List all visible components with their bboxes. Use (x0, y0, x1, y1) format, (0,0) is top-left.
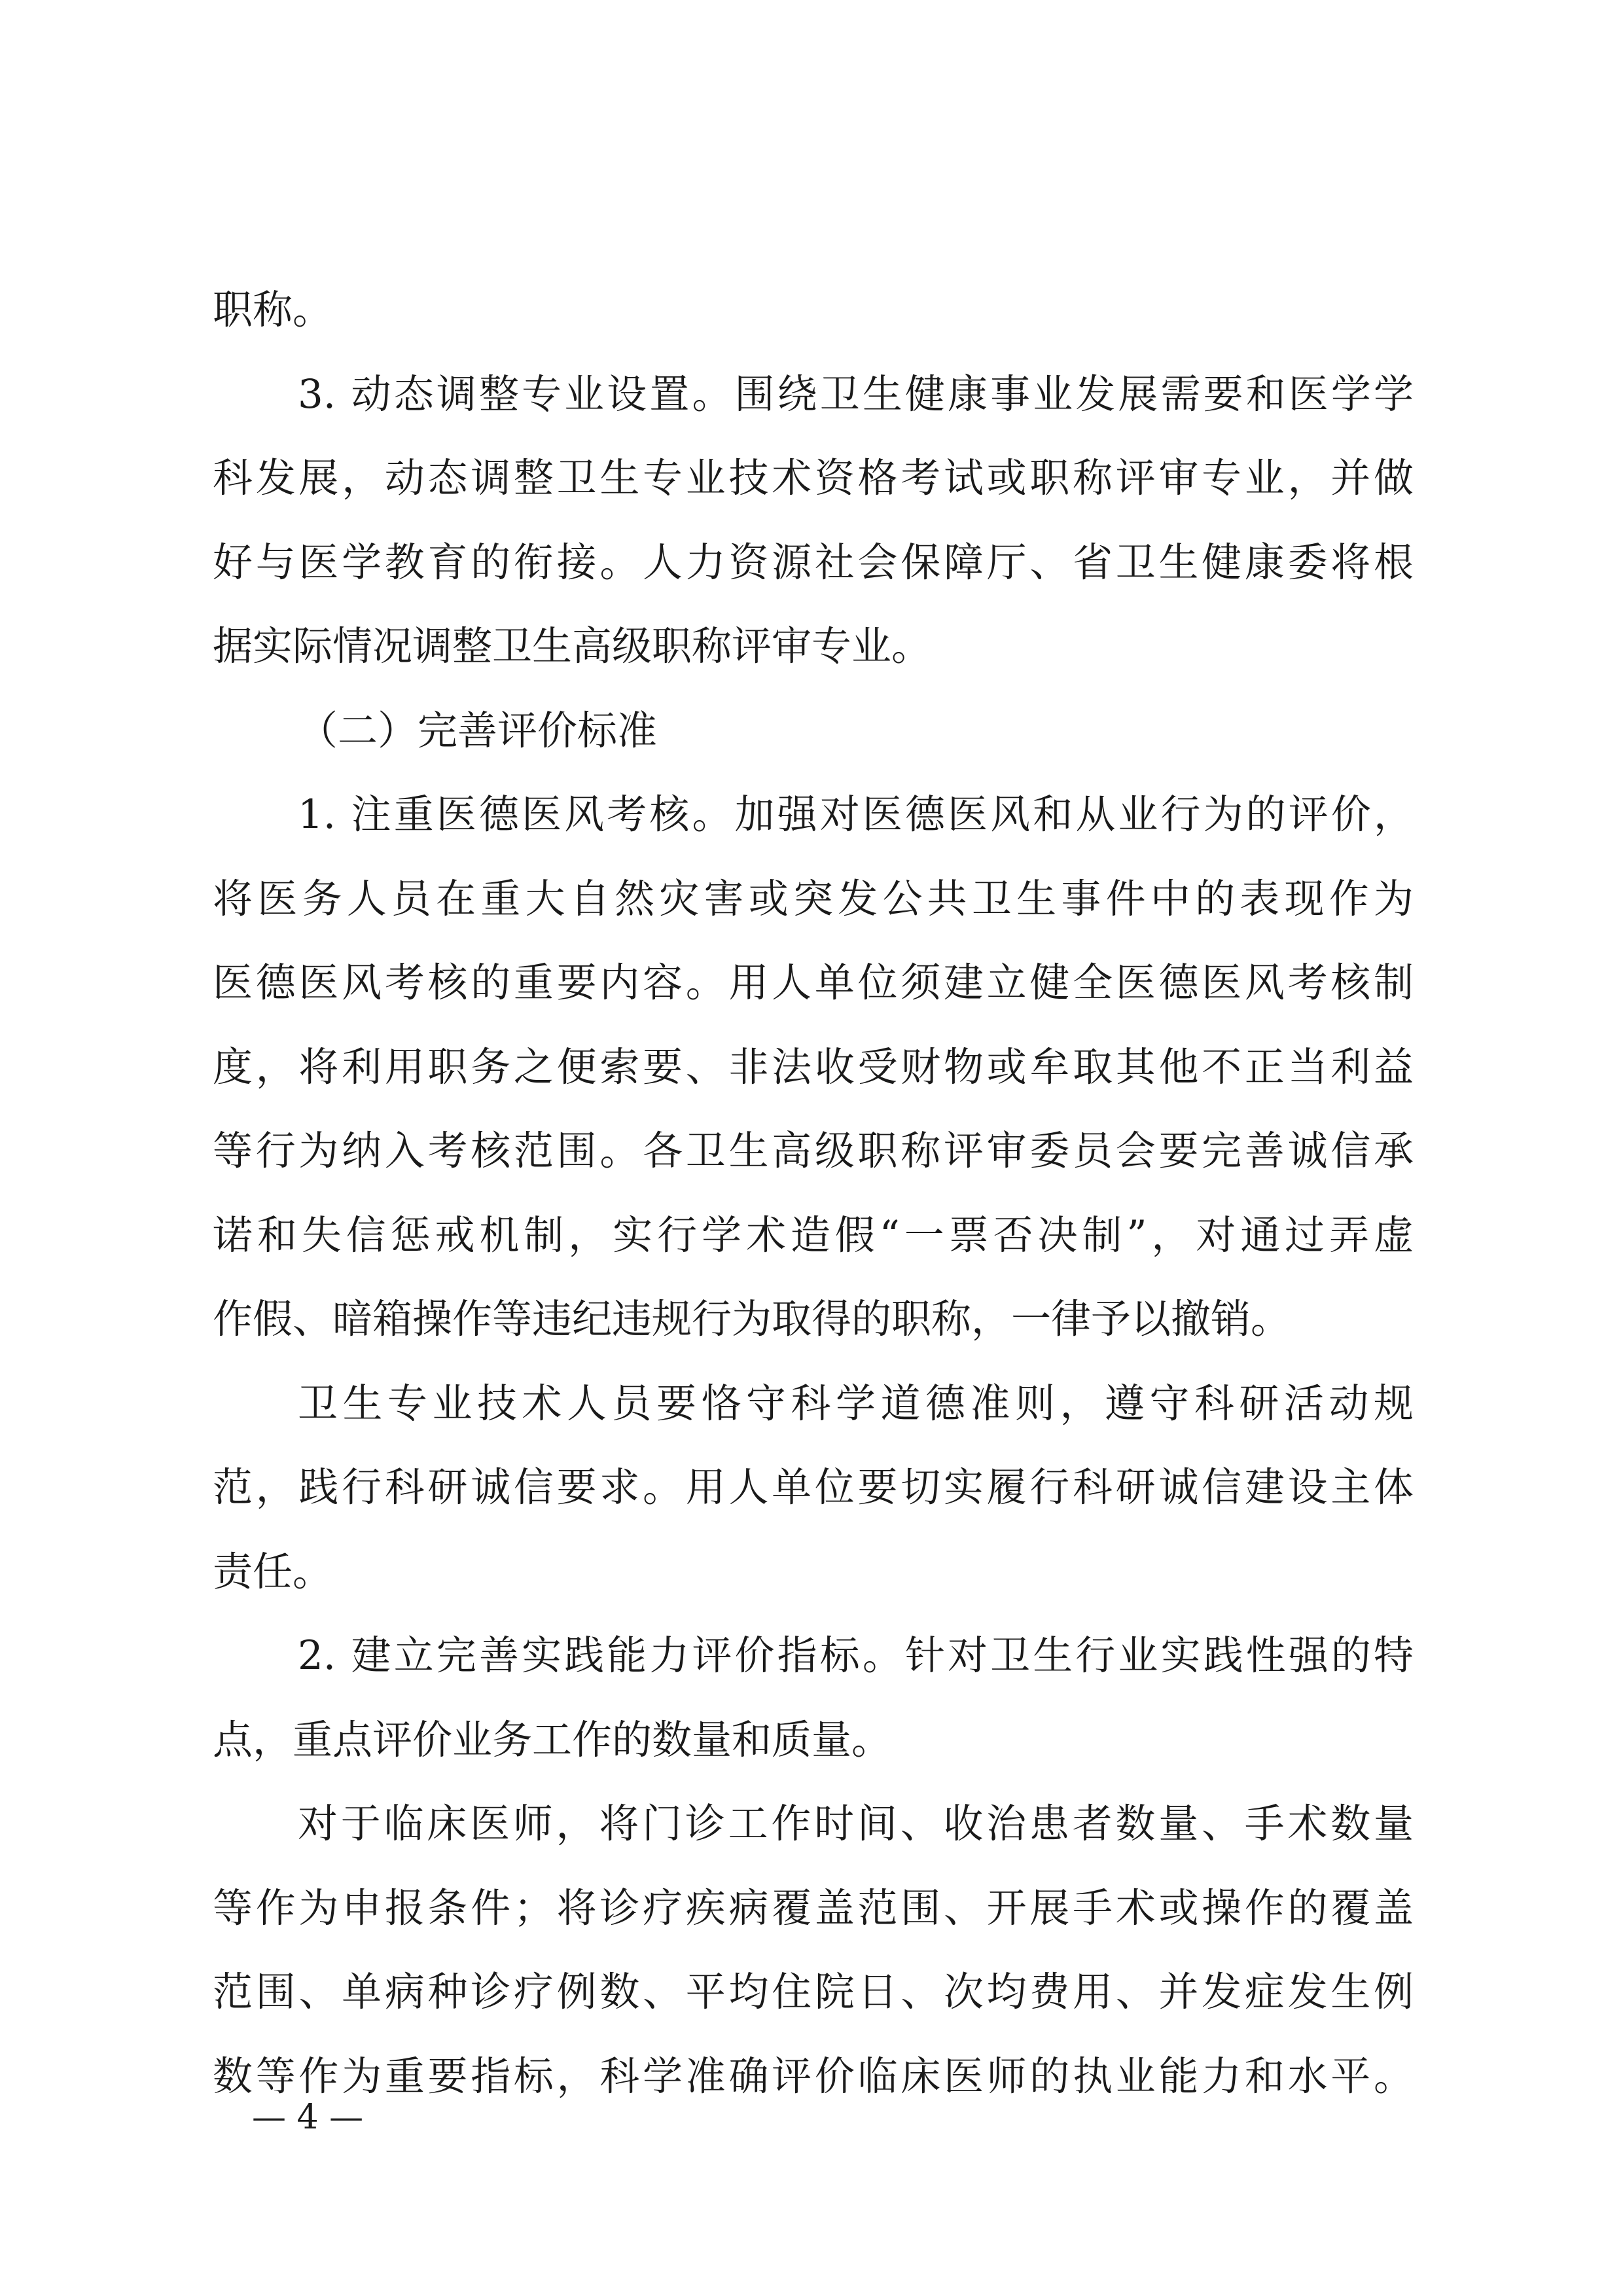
paragraph-line: 3. 动态调整专业设置。围绕卫生健康事业发展需要和医学学 (298, 370, 1414, 418)
paragraph-line: 好与医学教育的衔接。人力资源社会保障厅、省卫生健康委将根 (213, 539, 1414, 586)
paragraph-line: 点，重点评价业务工作的数量和质量。 (213, 1716, 892, 1763)
paragraph-line: 对于临床医师，将门诊工作时间、收治患者数量、手术数量 (298, 1801, 1414, 1847)
paragraph-line: 2. 建立完善实践能力评价指标。针对卫生行业实践性强的特 (298, 1632, 1414, 1679)
page-number: — 4 — (252, 2098, 364, 2137)
section-heading: （二）完善评价标准 (298, 707, 658, 754)
paragraph-line: 作假、暗箱操作等违纪违规行为取得的职称，一律予以撤销。 (213, 1296, 1291, 1342)
paragraph-line: 诺和失信惩戒机制，实行学术造假“一票否决制”，对通过弄虚 (213, 1211, 1414, 1259)
paragraph-line: 科发展，动态调整卫生专业技术资格考试或职称评审专业，并做 (213, 455, 1414, 501)
paragraph-line: 医德医风考核的重要内容。用人单位须建立健全医德医风考核制 (213, 960, 1414, 1006)
paragraph-line: 将医务人员在重大自然灾害或突发公共卫生事件中的表现作为 (213, 875, 1414, 922)
paragraph-line: 范围、单病种诊疗例数、平均住院日、次均费用、并发症发生例 (213, 1969, 1414, 2015)
paragraph-line: 等作为申报条件；将诊疗疾病覆盖范围、开展手术或操作的覆盖 (213, 1884, 1414, 1931)
paragraph-line: 责任。 (213, 1548, 333, 1595)
paragraph-line: 数等作为重要指标，科学准确评价临床医师的执业能力和水平。 (213, 2053, 1414, 2100)
paragraph-line: 卫生专业技术人员要恪守科学道德准则，遵守科研活动规 (298, 1380, 1414, 1427)
paragraph-line: 范，践行科研诚信要求。用人单位要切实履行科研诚信建设主体 (213, 1464, 1414, 1511)
paragraph-line: 据实际情况调整卫生高级职称评审专业。 (213, 623, 932, 670)
paragraph-line: 职称。 (213, 287, 333, 333)
paragraph-line: 等行为纳入考核范围。各卫生高级职称评审委员会要完善诚信承 (213, 1128, 1414, 1174)
paragraph-line: 1. 注重医德医风考核。加强对医德医风和从业行为的评价， (298, 791, 1414, 838)
paragraph-line: 度，将利用职务之便索要、非法收受财物或牟取其他不正当利益 (213, 1043, 1414, 1090)
body-text (213, 268, 1414, 2119)
